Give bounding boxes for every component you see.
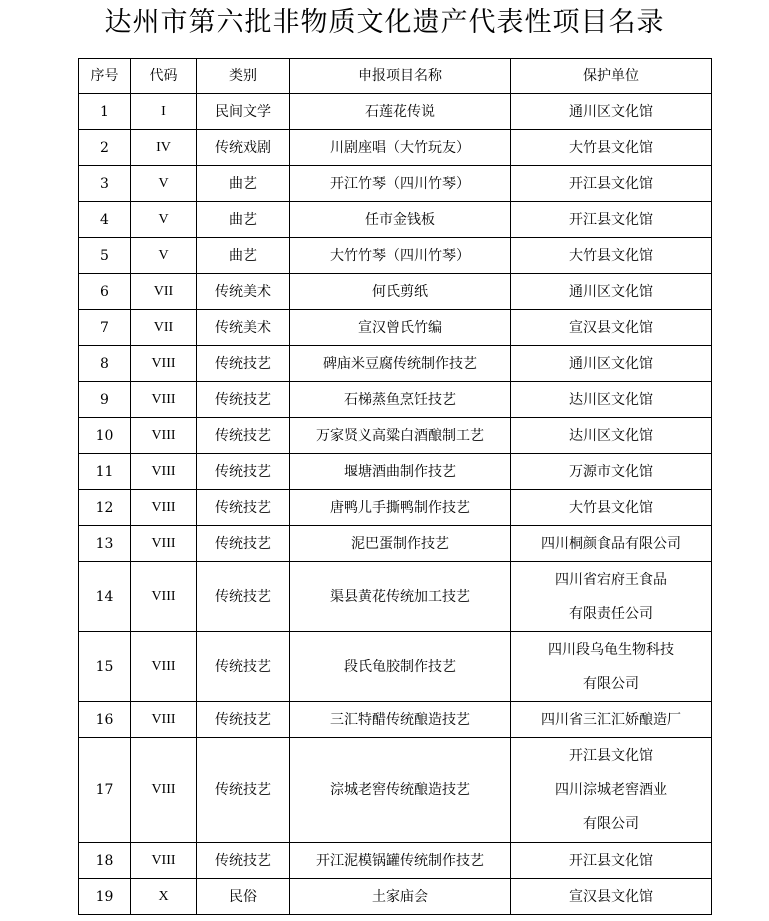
cell-unit <box>511 166 712 202</box>
cell-code: VIII <box>131 346 197 382</box>
cell-project: 土家庙会 <box>290 879 511 915</box>
cell-category: 传统技艺 <box>197 418 290 454</box>
cell-code: VIII <box>131 454 197 490</box>
cell-seq: 19 <box>79 879 131 915</box>
table-row <box>79 526 712 562</box>
cell-project: 段氏龟胶制作技艺 <box>290 632 511 702</box>
table-row <box>79 562 712 632</box>
cell-unit <box>511 843 712 879</box>
cell-unit <box>511 562 712 632</box>
cell-seq: 4 <box>79 202 131 238</box>
cell-seq: 16 <box>79 702 131 738</box>
cell-code: V <box>131 238 197 274</box>
heritage-list-table <box>78 58 712 915</box>
unit-line: 通川区文化馆 <box>569 103 653 120</box>
table-row <box>79 490 712 526</box>
unit-line: 有限公司 <box>583 816 639 832</box>
cell-seq: 7 <box>79 310 131 346</box>
cell-unit <box>511 418 712 454</box>
cell-code: VIII <box>131 843 197 879</box>
cell-unit <box>511 238 712 274</box>
header-code: 代码 <box>131 59 197 94</box>
table-row <box>79 130 712 166</box>
unit-line: 达川区文化馆 <box>569 427 653 444</box>
cell-category: 民俗 <box>197 879 290 915</box>
cell-category: 传统技艺 <box>197 843 290 879</box>
cell-code: VIII <box>131 562 197 632</box>
cell-project: 何氏剪纸 <box>290 274 511 310</box>
table-row <box>79 702 712 738</box>
cell-code: VIII <box>131 418 197 454</box>
unit-line: 宣汉县文化馆 <box>569 888 653 905</box>
table-row <box>79 94 712 130</box>
unit-line: 开江县文化馆 <box>569 748 653 764</box>
unit-line: 四川淙城老窖酒业 <box>555 782 667 798</box>
cell-project: 泥巴蛋制作技艺 <box>290 526 511 562</box>
cell-seq: 5 <box>79 238 131 274</box>
cell-category: 传统技艺 <box>197 490 290 526</box>
cell-unit <box>511 879 712 915</box>
table-row <box>79 382 712 418</box>
cell-project: 开江竹琴（四川竹琴） <box>290 166 511 202</box>
cell-seq: 14 <box>79 562 131 632</box>
header-project: 申报项目名称 <box>290 59 511 94</box>
unit-line: 通川区文化馆 <box>569 283 653 300</box>
cell-project: 宣汉曾氏竹编 <box>290 310 511 346</box>
cell-code: VIII <box>131 526 197 562</box>
cell-project: 大竹竹琴（四川竹琴） <box>290 238 511 274</box>
cell-unit <box>511 702 712 738</box>
cell-seq: 8 <box>79 346 131 382</box>
cell-project: 石莲花传说 <box>290 94 511 130</box>
header-seq: 序号 <box>79 59 131 94</box>
unit-line: 四川省宕府王食品 <box>555 571 667 588</box>
unit-line: 万源市文化馆 <box>569 463 653 480</box>
cell-unit <box>511 202 712 238</box>
cell-seq: 9 <box>79 382 131 418</box>
cell-category: 传统技艺 <box>197 702 290 738</box>
cell-code: I <box>131 94 197 130</box>
cell-code: VIII <box>131 738 197 843</box>
unit-line: 大竹县文化馆 <box>569 499 653 516</box>
cell-project: 渠县黄花传统加工技艺 <box>290 562 511 632</box>
cell-seq: 3 <box>79 166 131 202</box>
cell-category: 传统美术 <box>197 310 290 346</box>
cell-seq: 15 <box>79 632 131 702</box>
cell-unit <box>511 130 712 166</box>
table-row <box>79 632 712 702</box>
cell-category: 传统技艺 <box>197 382 290 418</box>
cell-code: VII <box>131 310 197 346</box>
table-body <box>79 94 712 915</box>
table-header-row <box>79 59 712 94</box>
cell-unit <box>511 382 712 418</box>
cell-unit <box>511 94 712 130</box>
cell-code: VIII <box>131 382 197 418</box>
cell-project: 碑庙米豆腐传统制作技艺 <box>290 346 511 382</box>
cell-unit <box>511 310 712 346</box>
table-row <box>79 738 712 843</box>
cell-project: 石梯蒸鱼烹饪技艺 <box>290 382 511 418</box>
unit-line: 开江县文化馆 <box>569 211 653 228</box>
cell-seq: 12 <box>79 490 131 526</box>
header-unit: 保护单位 <box>511 59 712 94</box>
unit-line: 大竹县文化馆 <box>569 139 653 156</box>
cell-unit <box>511 632 712 702</box>
cell-category: 传统技艺 <box>197 738 290 843</box>
table-row <box>79 879 712 915</box>
unit-line: 四川段乌龟生物科技 <box>548 641 674 658</box>
cell-unit <box>511 490 712 526</box>
cell-seq: 11 <box>79 454 131 490</box>
table-row <box>79 454 712 490</box>
cell-code: VII <box>131 274 197 310</box>
cell-category: 传统技艺 <box>197 346 290 382</box>
cell-code: X <box>131 879 197 915</box>
cell-project: 唐鸭儿手撕鸭制作技艺 <box>290 490 511 526</box>
cell-unit <box>511 346 712 382</box>
cell-category: 传统美术 <box>197 274 290 310</box>
unit-line: 通川区文化馆 <box>569 355 653 372</box>
cell-seq: 6 <box>79 274 131 310</box>
cell-seq: 17 <box>79 738 131 843</box>
unit-line: 有限公司 <box>583 675 639 692</box>
cell-category: 传统技艺 <box>197 562 290 632</box>
unit-line: 四川省三汇汇娇酿造厂 <box>541 711 681 728</box>
cell-unit <box>511 274 712 310</box>
unit-line: 开江县文化馆 <box>569 852 653 869</box>
cell-project: 淙城老窖传统酿造技艺 <box>290 738 511 843</box>
cell-category: 曲艺 <box>197 202 290 238</box>
table-row <box>79 202 712 238</box>
cell-project: 万家贤义高粱白酒酿制工艺 <box>290 418 511 454</box>
cell-project: 三汇特醋传统酿造技艺 <box>290 702 511 738</box>
unit-line: 大竹县文化馆 <box>569 247 653 264</box>
cell-code: VIII <box>131 490 197 526</box>
cell-project: 任市金钱板 <box>290 202 511 238</box>
cell-project: 堰塘酒曲制作技艺 <box>290 454 511 490</box>
cell-seq: 10 <box>79 418 131 454</box>
cell-category: 传统技艺 <box>197 526 290 562</box>
cell-category: 曲艺 <box>197 238 290 274</box>
cell-category: 传统戏剧 <box>197 130 290 166</box>
cell-code: V <box>131 166 197 202</box>
table-row <box>79 346 712 382</box>
unit-line: 达川区文化馆 <box>569 391 653 408</box>
cell-unit <box>511 526 712 562</box>
table-row <box>79 310 712 346</box>
table-row <box>79 843 712 879</box>
page-title: 达州市第六批非物质文化遗产代表性项目名录 <box>104 7 665 38</box>
unit-line: 四川桐颜食品有限公司 <box>541 535 681 552</box>
cell-category: 曲艺 <box>197 166 290 202</box>
cell-project: 开江泥模锅罐传统制作技艺 <box>290 843 511 879</box>
table-row <box>79 238 712 274</box>
unit-line: 开江县文化馆 <box>569 175 653 192</box>
table-row <box>79 274 712 310</box>
cell-code: VIII <box>131 702 197 738</box>
table-row <box>79 166 712 202</box>
cell-project: 川剧座唱（大竹玩友） <box>290 130 511 166</box>
table-row <box>79 418 712 454</box>
header-category: 类别 <box>197 59 290 94</box>
cell-category: 传统技艺 <box>197 454 290 490</box>
cell-seq: 1 <box>79 94 131 130</box>
cell-seq: 18 <box>79 843 131 879</box>
cell-code: VIII <box>131 632 197 702</box>
cell-seq: 13 <box>79 526 131 562</box>
cell-category: 民间文学 <box>197 94 290 130</box>
unit-line: 宣汉县文化馆 <box>569 319 653 336</box>
cell-code: V <box>131 202 197 238</box>
cell-category: 传统技艺 <box>197 632 290 702</box>
cell-seq: 2 <box>79 130 131 166</box>
cell-unit <box>511 454 712 490</box>
unit-line: 有限责任公司 <box>569 605 653 622</box>
cell-code: IV <box>131 130 197 166</box>
cell-unit <box>511 738 712 843</box>
